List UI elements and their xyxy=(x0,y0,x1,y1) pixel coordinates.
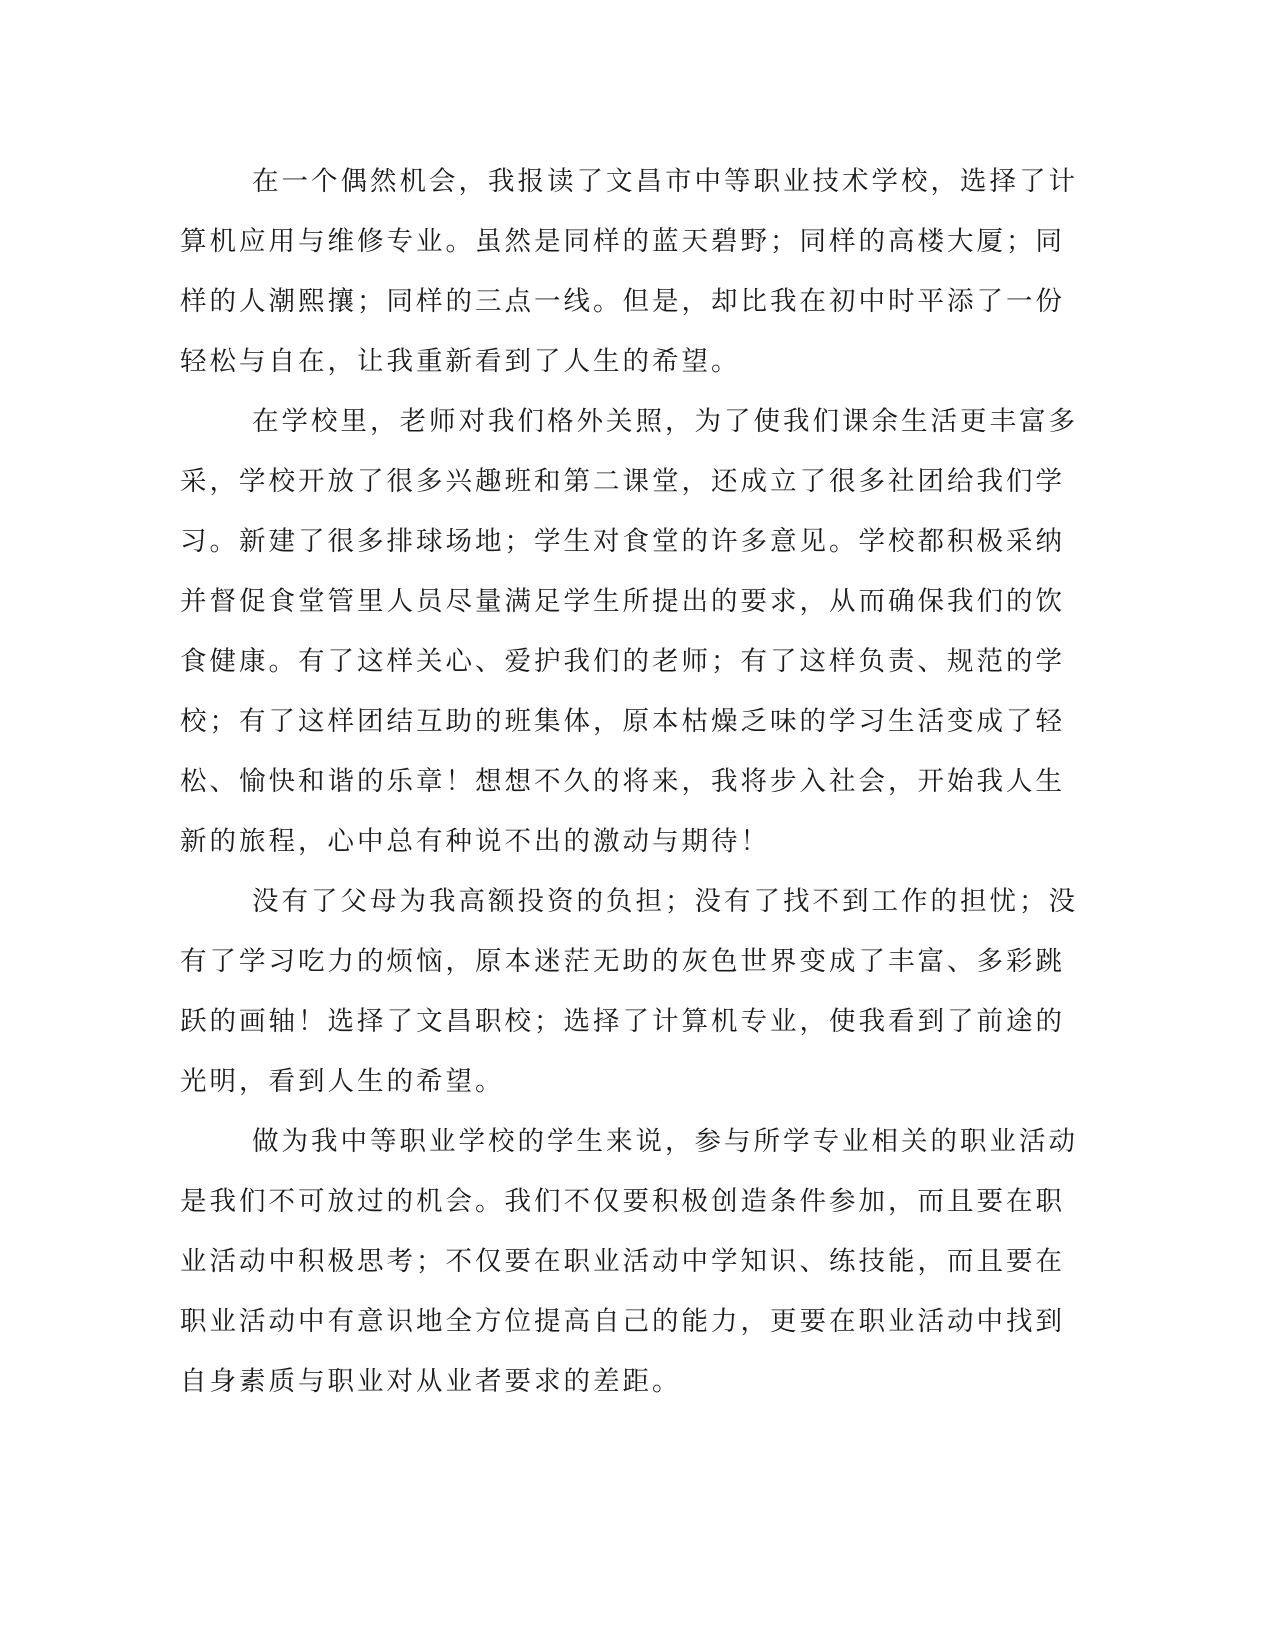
paragraph-3 xyxy=(180,872,1078,1112)
text-line: 在一个偶然机会，我报读了文昌市中等职业技术学校，选择了计 xyxy=(252,166,1078,197)
text-line: 业活动中积极思考；不仅要在职业活动中学知识、练技能，而且要在 xyxy=(180,1246,1065,1277)
text-line: 跃的画轴！选择了文昌职校；选择了计算机专业，使我看到了前途的 xyxy=(180,1006,1065,1037)
text-line: 松、愉快和谐的乐章！想想不久的将来，我将步入社会，开始我人生 xyxy=(180,766,1065,797)
paragraph-2 xyxy=(180,392,1078,872)
text-line: 有了学习吃力的烦恼，原本迷茫无助的灰色世界变成了丰富、多彩跳 xyxy=(180,946,1065,977)
text-line: 是我们不可放过的机会。我们不仅要积极创造条件参加，而且要在职 xyxy=(180,1186,1065,1217)
paragraph-1 xyxy=(180,152,1078,392)
text-line: 习。新建了很多排球场地；学生对食堂的许多意见。学校都积极采纳 xyxy=(180,526,1065,557)
text-line: 食健康。有了这样关心、爱护我们的老师；有了这样负责、规范的学 xyxy=(180,646,1065,677)
text-line: 算机应用与维修专业。虽然是同样的蓝天碧野；同样的高楼大厦；同 xyxy=(180,226,1065,257)
text-line: 光明，看到人生的希望。 xyxy=(180,1066,505,1097)
text-line: 样的人潮熙攘；同样的三点一线。但是，却比我在初中时平添了一份 xyxy=(180,286,1065,317)
paragraph-4 xyxy=(180,1112,1078,1412)
text-line: 没有了父母为我高额投资的负担；没有了找不到工作的担忧；没 xyxy=(252,886,1078,917)
text-line: 自身素质与职业对从业者要求的差距。 xyxy=(180,1366,682,1397)
text-line: 做为我中等职业学校的学生来说，参与所学专业相关的职业活动 xyxy=(252,1126,1078,1157)
text-line: 采，学校开放了很多兴趣班和第二课堂，还成立了很多社团给我们学 xyxy=(180,466,1065,497)
text-line: 轻松与自在，让我重新看到了人生的希望。 xyxy=(180,346,741,377)
text-line: 校；有了这样团结互助的班集体，原本枯燥乏味的学习生活变成了轻 xyxy=(180,706,1065,737)
text-line: 并督促食堂管里人员尽量满足学生所提出的要求，从而确保我们的饮 xyxy=(180,586,1065,617)
text-line: 在学校里，老师对我们格外关照，为了使我们课余生活更丰富多 xyxy=(252,406,1078,437)
text-line: 新的旅程，心中总有种说不出的激动与期待！ xyxy=(180,826,770,857)
text-line: 职业活动中有意识地全方位提高自己的能力，更要在职业活动中找到 xyxy=(180,1306,1065,1337)
document-body xyxy=(180,152,1078,1412)
